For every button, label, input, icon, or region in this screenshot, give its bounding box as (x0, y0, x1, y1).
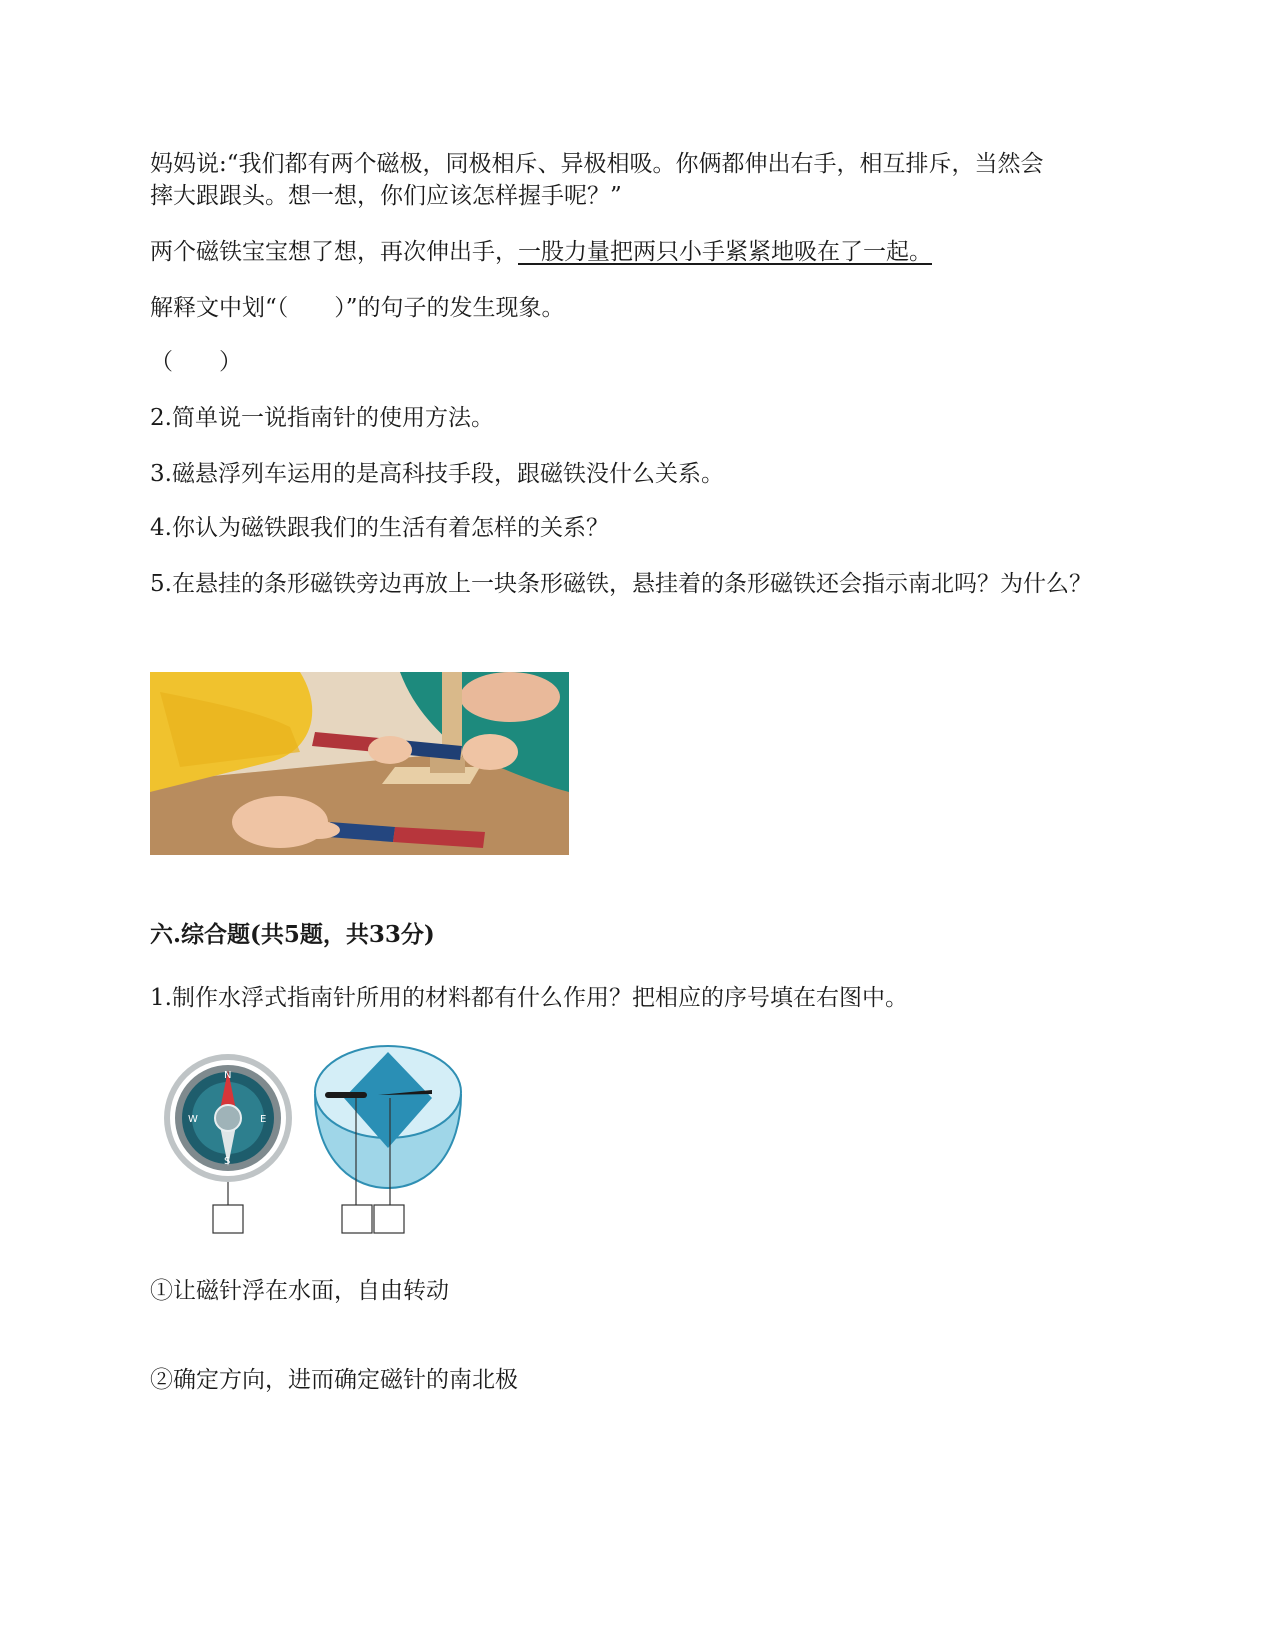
underlined-sentence: 一股力量把两只小手紧紧地吸在了一起。 (518, 239, 932, 265)
compass-s: S (224, 1156, 231, 1167)
section-6-heading: 六.综合题(共5题，共33分) (150, 921, 435, 948)
question-prompt: 解释文中划“（ ）”的句子的发生现象。 (150, 295, 565, 321)
question-3: 3.磁悬浮列车运用的是高科技手段，跟磁铁没什么关系。 (150, 461, 724, 487)
option-2: ②确定方向，进而确定磁针的南北极 (150, 1367, 518, 1393)
answer-blank: （ ） (150, 349, 242, 375)
passage-line-3 (150, 236, 1120, 268)
passage-line-3-plain: 两个磁铁宝宝想了想，再次伸出手， (150, 239, 518, 265)
compass-icon (164, 1054, 292, 1233)
section-6-question-1: 1.制作水浮式指南针所用的材料都有什么作用？把相应的序号填在右图中。 (150, 985, 908, 1011)
compass-answer-box[interactable] (213, 1205, 243, 1233)
question-5: 5.在悬挂的条形磁铁旁边再放上一块条形磁铁，悬挂着的条形磁铁还会指示南北吗？为什么？ (150, 571, 1092, 597)
passage-line-2: 摔大跟跟头。想一想，你们应该怎样握手呢？” (150, 183, 622, 209)
passage-line-1: 妈妈说:“我们都有两个磁极，同极相斥、异极相吸。你俩都伸出右手，相互排斥，当然会 (150, 151, 1044, 177)
compass-bowl-graphic (150, 1040, 480, 1240)
option-1: ①让磁针浮在水面，自由转动 (150, 1278, 449, 1304)
compass-w: W (188, 1114, 198, 1125)
question-2: 2.简单说一说指南针的使用方法。 (150, 405, 494, 431)
water-bowl-icon (315, 1046, 461, 1233)
bar-magnet-photo (150, 672, 569, 855)
compass-bowl-diagram (150, 1040, 480, 1240)
bowl-answer-box[interactable] (374, 1205, 404, 1233)
bar-magnet-photo-graphic (150, 672, 569, 855)
compass-e: E (260, 1114, 267, 1125)
question-4: 4.你认为磁铁跟我们的生活有着怎样的关系？ (150, 515, 609, 541)
needle-answer-box[interactable] (342, 1205, 372, 1233)
compass-n: N (224, 1070, 232, 1081)
